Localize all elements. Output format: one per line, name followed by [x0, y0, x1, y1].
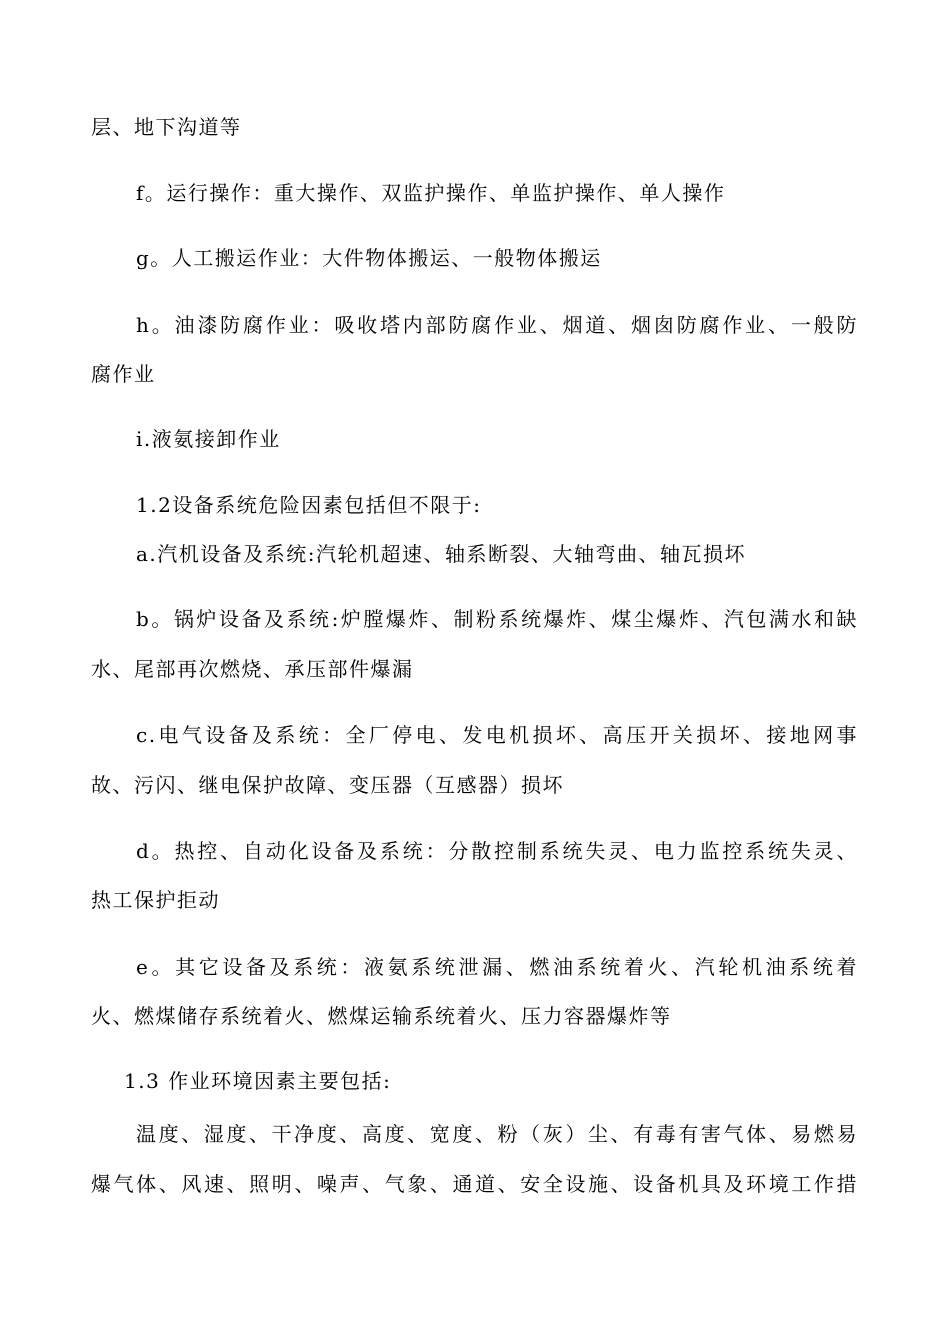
text-line-9: b。锅炉设备及系统:炉膛爆炸、制粉系统爆炸、煤尘爆炸、汽包满水和缺: [136, 607, 858, 631]
text-line-12: 故、污闪、继电保护故障、变压器（互感器）损坏: [91, 773, 564, 797]
text-line-2: f。运行操作：重大操作、双监护操作、单监护操作、单人操作: [136, 181, 726, 205]
text-line-13: d。热控、自动化设备及系统：分散控制系统失灵、电力监控系统失灵、: [136, 839, 858, 863]
text-line-16: 火、燃煤储存系统着火、燃煤运输系统着火、压力容器爆炸等: [91, 1004, 672, 1028]
text-line-10: 水、尾部再次燃烧、承压部件爆漏: [91, 657, 414, 681]
text-line-5: 腐作业: [91, 362, 156, 386]
text-line-17: 1.3 作业环境因素主要包括:: [124, 1069, 392, 1093]
text-line-3: g。人工搬运作业：大件物体搬运、一般物体搬运: [136, 246, 602, 270]
text-line-15: e。其它设备及系统：液氨系统泄漏、燃油系统着火、汽轮机油系统着: [136, 955, 858, 979]
text-line-18: 温度、湿度、干净度、高度、宽度、粉（灰）尘、有毒有害气体、易燃易: [136, 1122, 858, 1146]
text-line-8: a.汽机设备及系统:汽轮机超速、轴系断裂、大轴弯曲、轴瓦损坏: [136, 542, 747, 566]
text-line-7: 1.2设备系统危险因素包括但不限于:: [136, 493, 482, 517]
text-line-11: c.电气设备及系统：全厂停电、发电机损坏、高压开关损坏、接地网事: [136, 723, 858, 747]
text-line-6: i.液氨接卸作业: [136, 427, 281, 451]
text-line-14: 热工保护拒动: [91, 888, 220, 912]
text-line-1: 层、地下沟道等: [91, 115, 242, 139]
text-line-19: 爆气体、风速、照明、噪声、气象、通道、安全设施、设备机具及环境工作措: [91, 1172, 858, 1196]
text-line-4: h。油漆防腐作业：吸收塔内部防腐作业、烟道、烟囱防腐作业、一般防: [136, 313, 858, 337]
